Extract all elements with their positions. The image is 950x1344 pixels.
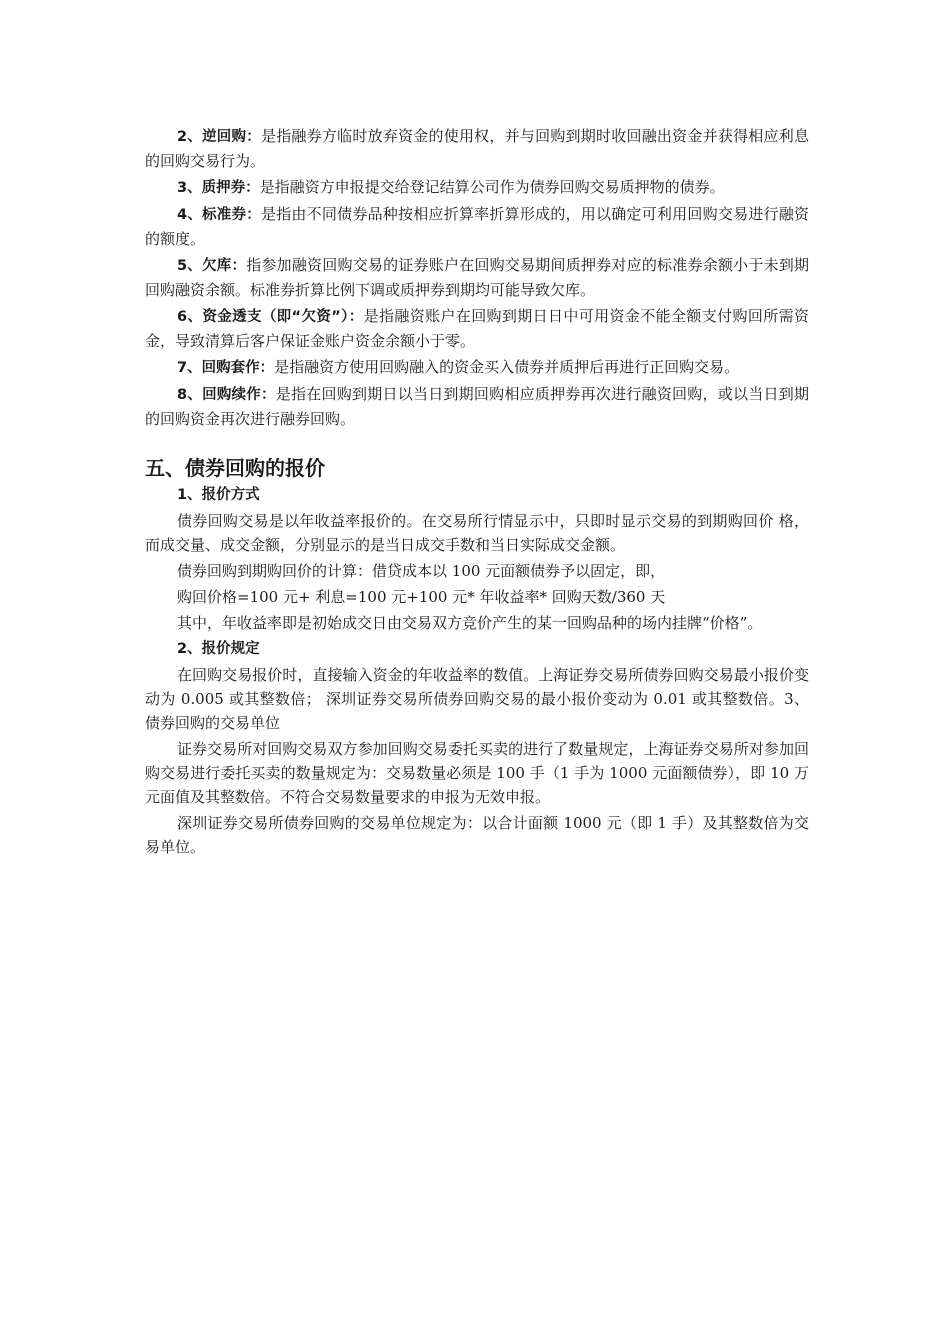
definition-term: 7、回购套作： [177, 360, 275, 376]
subheading-quote-rules: 2、报价规定 [177, 641, 260, 657]
definition-repo-arbitrage [145, 355, 809, 380]
definition-repo-rollover [145, 382, 809, 431]
definition-text: 是指融资方使用回购融入的资金买入债券并质押后再进行正回购交易。 [274, 358, 740, 376]
paragraph: 债券回购到期购回价的计算：借贷成本以 100 元面额债券予以固定，即， [177, 562, 666, 580]
paragraph: 在回购交易报价时，直接输入资金的年收益率的数值。上海证券交易所债券回购交易最小报价变动为 0.005 或其整数倍； 深圳证券交易所债券回购交易的最小报价变动为 0.01 或其整数倍。3、债券回购的交易单位 [145, 666, 809, 732]
definition-term: 3、质押券： [177, 180, 260, 196]
paragraph: 其中，年收益率即是初始成交日由交易双方竞价产生的某一回购品种的场内挂牌“价格”。 [177, 614, 763, 632]
definition-standard-bond [145, 202, 809, 251]
definition-text: 是指融资账户在回购到期日日中可用资金不能全额支付购回所需资金，导致清算后客户保证金账户资金余额小于零。 [145, 307, 809, 350]
definition-text: 是指由不同债券品种按相应折算率折算形成的，用以确定可利用回购交易进行融资的额度。 [145, 205, 809, 248]
definition-reverse-repo [145, 124, 809, 173]
definition-term: 8、回购续作： [177, 387, 276, 403]
definition-pledged-bond [145, 175, 809, 200]
section-heading: 五、债券回购的报价 [145, 456, 325, 480]
definition-term: 6、资金透支（即“欠资”）： [177, 309, 364, 325]
definition-overdraft [145, 304, 809, 353]
definition-text: 指参加融资回购交易的证券账户在回购交易期间质押券对应的标准券余额小于未到期回购融资余额。标准券折算比例下调或质押券到期均可能导致欠库。 [145, 256, 809, 299]
paragraph: 债券回购交易是以年收益率报价的。在交易所行情显示中，只即时显示交易的到期购回价 格，而成交量、成交金额，分别显示的是当日成交手数和当日实际成交金额。 [145, 512, 809, 554]
document-page [145, 124, 809, 859]
definition-term: 5、欠库： [177, 258, 247, 274]
definition-text: 是指在回购到期日以当日到期回购相应质押券再次进行融资回购，或以当日到期的回购资金再次进行融券回购。 [145, 385, 809, 428]
formula-paragraph: 购回价格=100 元+ 利息=100 元+100 元* 年收益率* 回购天数/360 天 [177, 588, 666, 606]
definition-term: 4、标准券： [177, 207, 261, 223]
paragraph: 证券交易所对回购交易双方参加回购交易委托买卖的进行了数量规定，上海证券交易所对参加回购交易进行委托买卖的数量规定为：交易数量必须是 100 手（1 手为 1000 元面额债券），即 10 万元面值及其整数倍。不符合交易数量要求的申报为无效申报。 [145, 740, 809, 806]
definition-term: 2、逆回购： [177, 129, 261, 145]
subheading-quote-method: 1、报价方式 [177, 487, 260, 503]
paragraph: 深圳证券交易所债券回购的交易单位规定为：以合计面额 1000 元（即 1 手）及其整数倍为交易单位。 [145, 814, 809, 856]
definition-text: 是指融券方临时放弃资金的使用权，并与回购到期时收回融出资金并获得相应利息的回购交易行为。 [145, 127, 809, 170]
definition-shortage [145, 253, 809, 302]
definition-text: 是指融资方申报提交给登记结算公司作为债券回购交易质押物的债券。 [259, 178, 725, 196]
